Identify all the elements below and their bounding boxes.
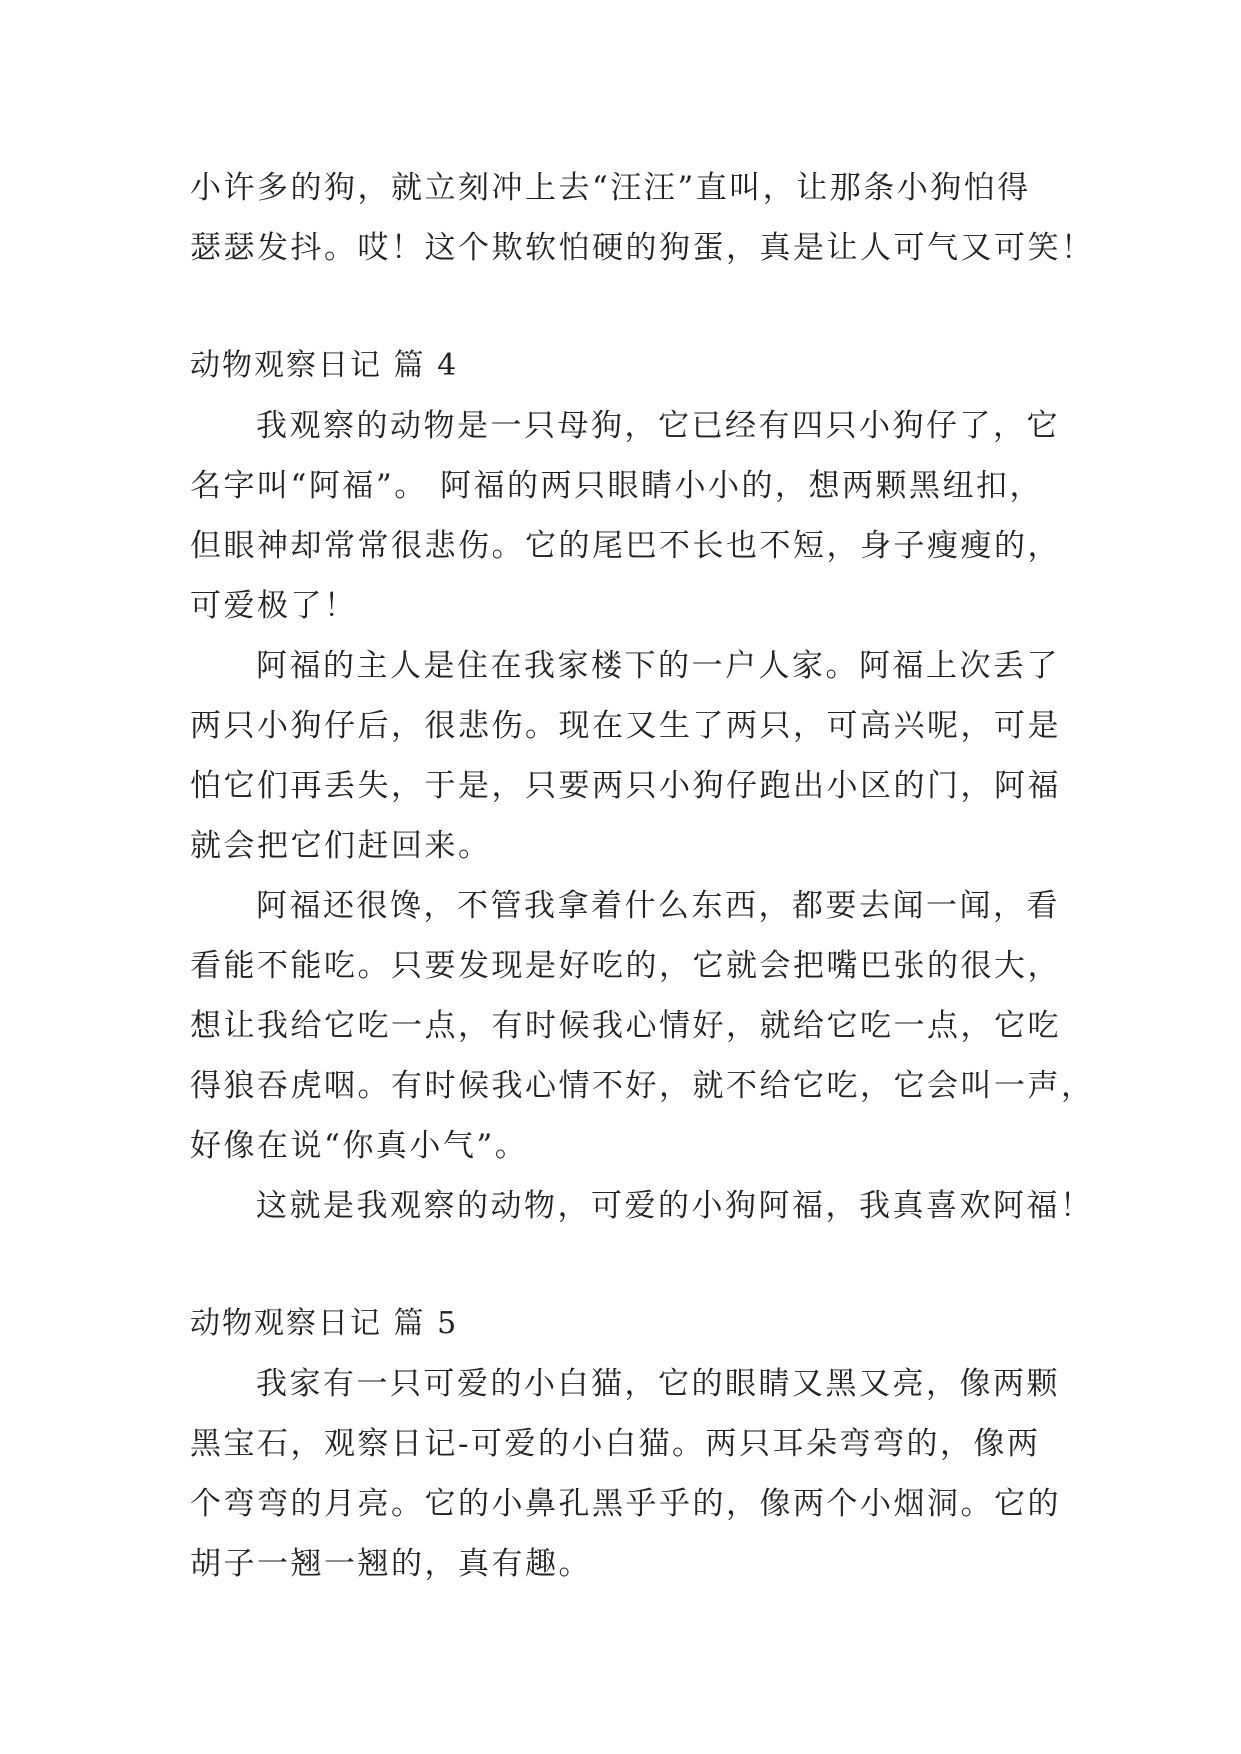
text-line: 怕它们再丢失，于是，只要两只小狗仔跑出小区的门，阿福 — [190, 768, 1061, 804]
text-line: 阿福还很馋，不管我拿着什么东西，都要去闻一闻，看 — [256, 888, 1060, 924]
section-5 — [190, 1294, 1061, 1594]
text-line: 得狼吞虎咽。有时候我心情不好，就不给它吃，它会叫一声， — [190, 1068, 1095, 1104]
paragraph — [190, 396, 1061, 636]
text-line: 想让我给它吃一点，有时候我心情好，就给它吃一点，它吃 — [190, 1008, 1061, 1044]
text-line: 黑宝石，观察日记-可爱的小白猫。两只耳朵弯弯的，像两 — [190, 1426, 1041, 1462]
text-line: 胡子一翘一翘的，真有趣。 — [190, 1546, 592, 1582]
section-heading: 动物观察日记 篇 4 — [190, 348, 459, 383]
section-heading: 动物观察日记 篇 5 — [190, 1306, 459, 1341]
text-line: 就会把它们赶回来。 — [190, 828, 492, 864]
text-line: 我家有一只可爱的小白猫，它的眼睛又黑又亮，像两颗 — [256, 1366, 1060, 1402]
text-line: 这就是我观察的动物，可爱的小狗阿福，我真喜欢阿福！ — [256, 1188, 1094, 1224]
text-line: 阿福的主人是住在我家楼下的一户人家。阿福上次丢了 — [256, 648, 1060, 684]
text-line: 但眼神却常常很悲伤。它的尾巴不长也不短，身子瘦瘦的， — [190, 528, 1061, 564]
intro-paragraph — [190, 158, 1095, 278]
section-spacer — [190, 1236, 1050, 1294]
text-line: 瑟瑟发抖。哎！这个欺软怕硬的狗蛋，真是让人可气又可笑！ — [190, 230, 1095, 266]
text-line: 我观察的动物是一只母狗，它已经有四只小狗仔了，它 — [256, 408, 1060, 444]
section-spacer — [190, 278, 1050, 336]
text-line: 好像在说“你真小气”。 — [190, 1128, 529, 1164]
text-line: 看能不能吃。只要发现是好吃的，它就会把嘴巴张的很大， — [190, 948, 1061, 984]
text-line: 个弯弯的月亮。它的小鼻孔黑乎乎的，像两个小烟洞。它的 — [190, 1486, 1061, 1522]
paragraph — [190, 1354, 1061, 1594]
text-line: 两只小狗仔后，很悲伤。现在又生了两只，可高兴呢，可是 — [190, 708, 1061, 744]
paragraph — [190, 1176, 1094, 1236]
text-line: 小许多的狗，就立刻冲上去“汪汪”直叫，让那条小狗怕得 — [190, 170, 1031, 206]
text-line: 可爱极了！ — [190, 588, 358, 624]
document-page — [190, 158, 1095, 1594]
section-4 — [190, 336, 1095, 1236]
text-line: 名字叫“阿福”。 阿福的两只眼睛小小的，想两颗黑纽扣， — [190, 468, 1044, 504]
paragraph — [190, 636, 1061, 876]
paragraph — [190, 876, 1095, 1176]
